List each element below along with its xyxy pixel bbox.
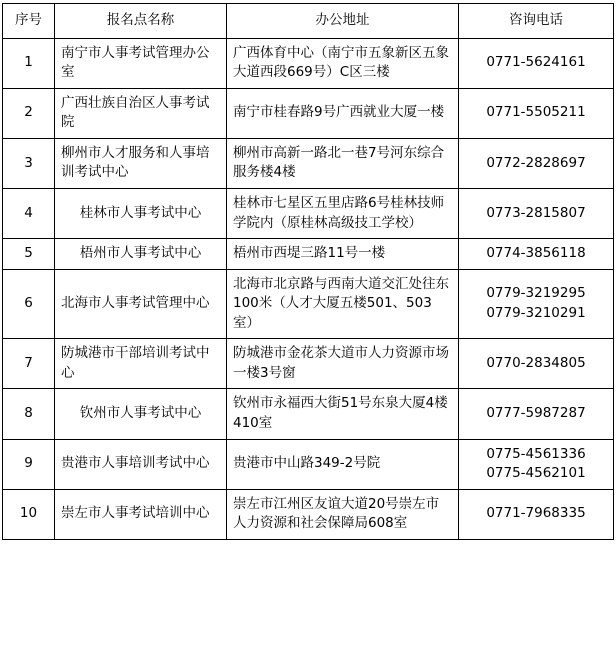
- cell-site-name: 柳州市人才服务和人事培训考试中心: [55, 138, 227, 188]
- cell-site-name: 钦州市人事考试中心: [55, 389, 227, 439]
- cell-site-name: 贵港市人事培训考试中心: [55, 439, 227, 489]
- phone-number: 0771-5505211: [486, 104, 586, 121]
- phone-number: 0775-4562101: [486, 465, 586, 482]
- cell-index: 4: [3, 188, 55, 238]
- cell-index: 8: [3, 389, 55, 439]
- table-row: [3, 239, 614, 270]
- cell-index: 9: [3, 439, 55, 489]
- cell-office-address: 钦州市永福西大街51号东泉大厦4楼410室: [227, 389, 459, 439]
- cell-index: 3: [3, 138, 55, 188]
- table-row: [3, 389, 614, 439]
- column-header-phone: 咨询电话: [459, 4, 614, 39]
- phone-number: 0772-2828697: [486, 154, 586, 171]
- phone-number: 0777-5987287: [486, 405, 586, 422]
- cell-index: 7: [3, 339, 55, 389]
- cell-index: 6: [3, 269, 55, 339]
- cell-phone: [459, 38, 614, 88]
- phone-number: 0770-2834805: [486, 355, 586, 372]
- cell-phone: [459, 339, 614, 389]
- cell-office-address: 北海市北京路与西南大道交汇处往东100米（人才大厦五楼501、503室）: [227, 269, 459, 339]
- cell-office-address: 南宁市桂春路9号广西就业大厦一楼: [227, 88, 459, 138]
- phone-number: 0773-2815807: [486, 204, 586, 221]
- cell-site-name: 崇左市人事考试培训中心: [55, 489, 227, 539]
- phone-number: 0779-3219295: [486, 285, 586, 302]
- registration-sites-table-container: [0, 3, 616, 540]
- phone-number: 0779-3210291: [486, 304, 586, 321]
- cell-site-name: 北海市人事考试管理中心: [55, 269, 227, 339]
- table-row: [3, 138, 614, 188]
- table-row: [3, 339, 614, 389]
- cell-office-address: 广西体育中心（南宁市五象新区五象大道西段669号）C区三楼: [227, 38, 459, 88]
- table-row: [3, 38, 614, 88]
- cell-office-address: 柳州市高新一路北一巷7号河东综合服务楼4楼: [227, 138, 459, 188]
- cell-site-name: 南宁市人事考试管理办公室: [55, 38, 227, 88]
- cell-office-address: 崇左市江州区友谊大道20号崇左市人力资源和社会保障局608室: [227, 489, 459, 539]
- cell-phone: [459, 138, 614, 188]
- cell-phone: [459, 439, 614, 489]
- cell-phone: [459, 489, 614, 539]
- column-header-site-name: 报名点名称: [55, 4, 227, 39]
- cell-office-address: 梧州市西堤三路11号一楼: [227, 239, 459, 270]
- table-row: [3, 188, 614, 238]
- cell-index: 1: [3, 38, 55, 88]
- phone-number: 0774-3856118: [486, 245, 586, 262]
- cell-office-address: 桂林市七星区五里店路6号桂林技师学院内（原桂林高级技工学校）: [227, 188, 459, 238]
- cell-index: 2: [3, 88, 55, 138]
- phone-number: 0771-7968335: [486, 505, 586, 522]
- cell-index: 10: [3, 489, 55, 539]
- cell-site-name: 梧州市人事考试中心: [55, 239, 227, 270]
- cell-phone: [459, 239, 614, 270]
- column-header-index: 序号: [3, 4, 55, 39]
- table-row: [3, 88, 614, 138]
- registration-sites-table: [2, 3, 614, 540]
- cell-phone: [459, 389, 614, 439]
- cell-office-address: 贵港市中山路349-2号院: [227, 439, 459, 489]
- cell-site-name: 广西壮族自治区人事考试院: [55, 88, 227, 138]
- phone-number: 0771-5624161: [486, 54, 586, 71]
- table-row: [3, 489, 614, 539]
- cell-index: 5: [3, 239, 55, 270]
- cell-site-name: 桂林市人事考试中心: [55, 188, 227, 238]
- cell-phone: [459, 269, 614, 339]
- phone-number: 0775-4561336: [486, 445, 586, 462]
- table-row: [3, 439, 614, 489]
- column-header-office-address: 办公地址: [227, 4, 459, 39]
- table-header-row: [3, 4, 614, 39]
- cell-phone: [459, 188, 614, 238]
- cell-phone: [459, 88, 614, 138]
- table-body: [3, 38, 614, 539]
- table-row: [3, 269, 614, 339]
- cell-site-name: 防城港市干部培训考试中心: [55, 339, 227, 389]
- cell-office-address: 防城港市金花茶大道市人力资源市场一楼3号窗: [227, 339, 459, 389]
